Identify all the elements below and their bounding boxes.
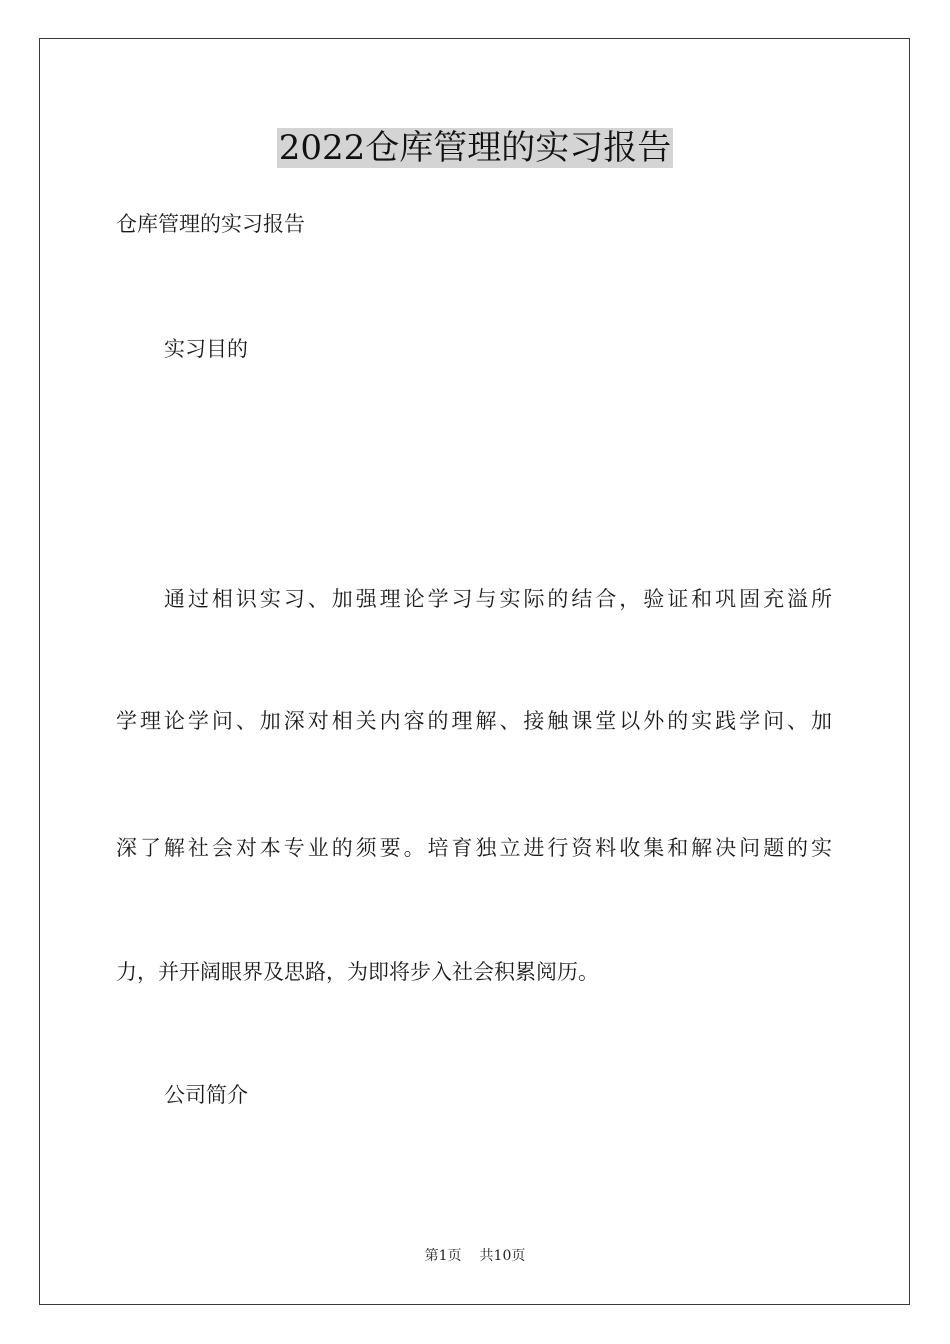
paragraph-line-3: 深了解社会对本专业的须要。培育独立进行资料收集和解决问题的实: [116, 836, 832, 860]
document-title: [0, 124, 950, 172]
paragraph-line-2: 学理论学问、加深对相关内容的理解、接触课堂以外的实践学问、加: [116, 709, 832, 733]
page-number: 第1页: [424, 1248, 462, 1264]
section-heading-company: 公司简介: [164, 1083, 248, 1107]
section-heading-purpose: 实习目的: [164, 337, 248, 361]
document-subtitle: 仓库管理的实习报告: [116, 212, 305, 236]
page-total: 共10页: [479, 1248, 526, 1264]
page-footer: [0, 1246, 950, 1266]
paragraph-line-1: 通过相识实习、加强理论学习与实际的结合，验证和巩固充溢所: [164, 587, 832, 611]
paragraph-line-4: 力，并开阔眼界及思路，为即将步入社会积累阅历。: [116, 960, 599, 984]
document-title-text: 2022仓库管理的实习报告: [278, 128, 672, 168]
